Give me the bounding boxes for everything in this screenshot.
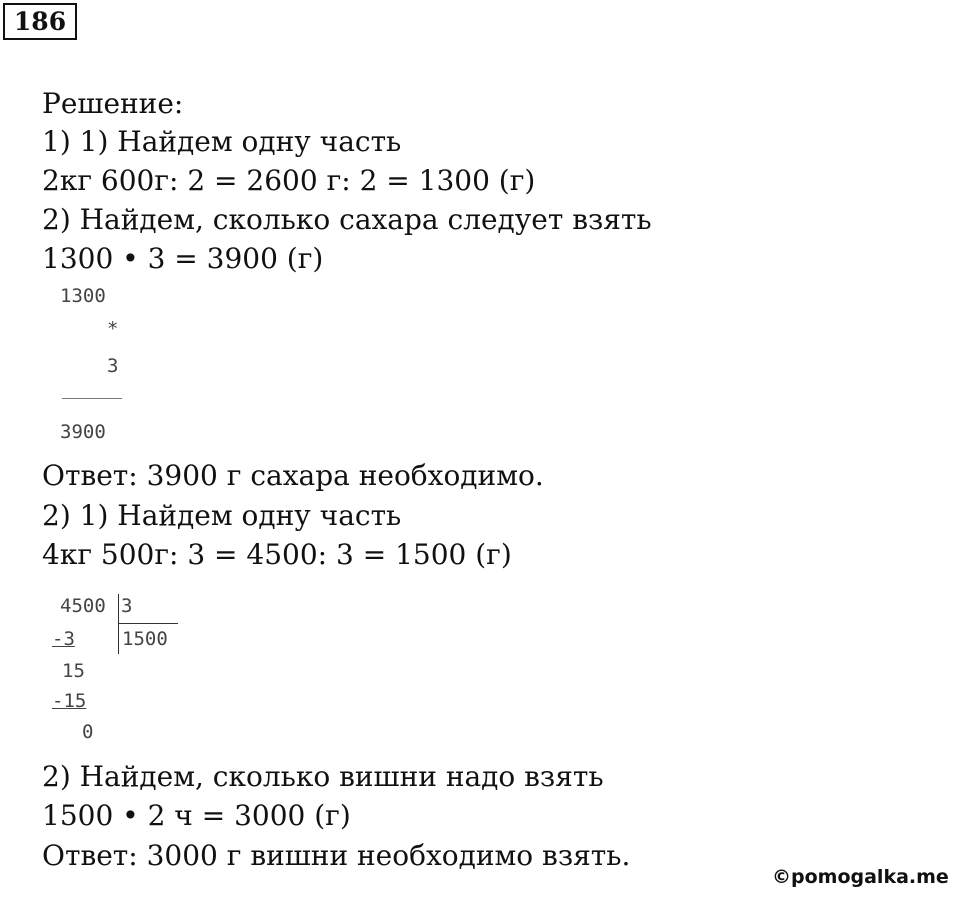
part1-step2-text: 2) Найдем, сколько сахара следует взять [42, 203, 652, 236]
mult-operator: * [107, 318, 119, 340]
part2-step1-calc: 4кг 500г: 3 = 4500: 3 = 1500 (г) [42, 538, 512, 571]
div-sub1: -3 [52, 628, 75, 650]
div-sub2: -15 [52, 690, 87, 712]
div-rem2: 0 [82, 721, 94, 743]
part2-step2-calc: 1500 • 2 ч = 3000 (г) [42, 799, 351, 832]
part1-answer: Ответ: 3900 г сахара необходимо. [42, 459, 544, 492]
mult-result: 3900 [60, 421, 106, 443]
problem-number: 186 [3, 3, 77, 40]
mult-result-line [62, 398, 122, 399]
part2-step2-text: 2) Найдем, сколько вишни надо взять [42, 760, 604, 793]
part1-step1-calc: 2кг 600г: 2 = 2600 г: 2 = 1300 (г) [42, 164, 536, 197]
div-quotient: 1500 [122, 628, 168, 650]
part1-step2-calc: 1300 • 3 = 3900 (г) [42, 242, 324, 275]
solution-heading: Решение: [42, 87, 184, 120]
mult-factor2: 3 [107, 355, 119, 377]
div-horizontal-line [118, 623, 178, 624]
part2-step1-text: 2) 1) Найдем одну часть [42, 499, 402, 532]
div-vertical-line [118, 594, 119, 654]
div-dividend: 4500 [60, 595, 106, 617]
div-divisor: 3 [121, 595, 133, 617]
site-watermark: ©pomogalka.me [772, 866, 949, 888]
part2-answer: Ответ: 3000 г вишни необходимо взять. [42, 839, 631, 872]
div-rem1: 15 [62, 660, 85, 682]
part1-step1-text: 1) 1) Найдем одну часть [42, 125, 402, 158]
mult-factor1: 1300 [60, 285, 106, 307]
